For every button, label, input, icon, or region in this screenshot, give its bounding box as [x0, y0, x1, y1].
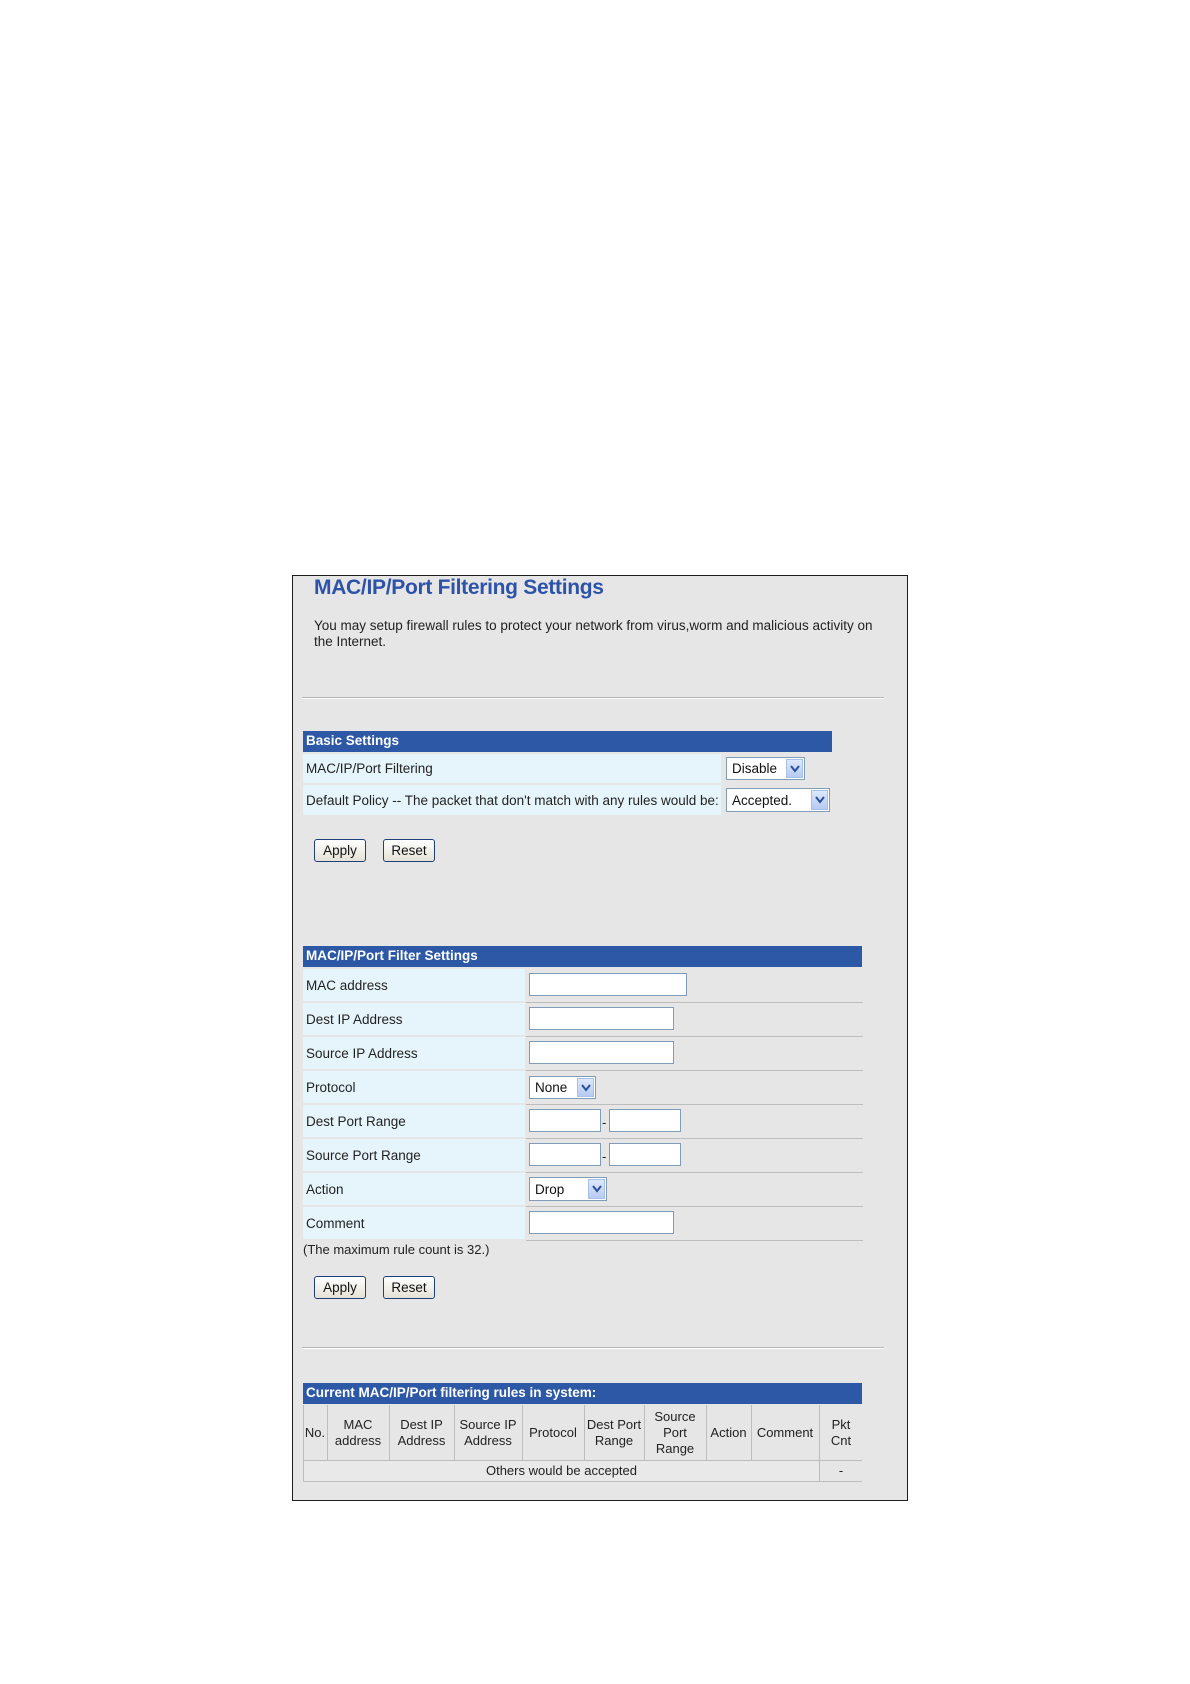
source-port-from-input[interactable]: [529, 1143, 601, 1166]
basic-apply-button[interactable]: Apply: [314, 839, 366, 862]
policy-label: Default Policy -- The packet that don't match with any rules would be:: [303, 785, 721, 815]
basic-settings-header: Basic Settings: [303, 731, 832, 752]
column-header-pkt-cnt: Pkt Cnt: [830, 1416, 852, 1448]
protocol-label: Protocol: [303, 1071, 525, 1103]
filtering-select-value: Disable: [732, 761, 778, 776]
column-header-dest-ip: Dest IP Address: [397, 1416, 446, 1448]
page-description: You may setup firewall rules to protect your network from virus,worm and malicious activity on the Internet.: [314, 618, 873, 649]
row-divider: [526, 1138, 863, 1139]
row-divider: [526, 1240, 863, 1241]
column-header-source-port: Source Port Range: [654, 1408, 696, 1456]
row-divider: [526, 1104, 863, 1105]
page-title: MAC/IP/Port Filtering Settings: [314, 576, 604, 599]
column-header-protocol: Protocol: [529, 1424, 577, 1440]
dest-port-from-input[interactable]: [529, 1109, 601, 1132]
filtering-label: MAC/IP/Port Filtering: [303, 754, 721, 783]
column-header-no: No.: [304, 1424, 326, 1440]
dest-ip-label: Dest IP Address: [303, 1003, 525, 1035]
row-divider: [526, 1002, 863, 1003]
row-divider: [526, 1206, 863, 1207]
source-ip-input[interactable]: [529, 1041, 674, 1064]
column-header-comment: Comment: [756, 1424, 814, 1440]
source-port-to-input[interactable]: [609, 1143, 681, 1166]
filter-settings-panel: [292, 575, 908, 1501]
chevron-down-icon: [588, 1179, 605, 1199]
protocol-select[interactable]: [529, 1076, 596, 1099]
chevron-down-icon: [786, 759, 803, 778]
protocol-select-value: None: [535, 1080, 568, 1095]
source-port-range-label: Source Port Range: [303, 1139, 525, 1171]
default-policy-select[interactable]: [726, 788, 830, 812]
row-divider: [526, 1172, 863, 1173]
source-ip-label: Source IP Address: [303, 1037, 525, 1069]
max-rule-note: (The maximum rule count is 32.): [303, 1242, 490, 1257]
default-rule-count: -: [838, 1463, 844, 1478]
range-separator: -: [602, 1149, 607, 1164]
comment-input[interactable]: [529, 1211, 674, 1234]
default-policy-select-value: Accepted.: [732, 792, 793, 808]
chevron-down-icon: [811, 790, 828, 810]
dest-ip-input[interactable]: [529, 1007, 674, 1030]
column-header-dest-port: Dest Port Range: [586, 1416, 642, 1448]
column-header-action: Action: [710, 1424, 747, 1440]
column-header-source-ip: Source IP Address: [459, 1416, 517, 1448]
filter-apply-button[interactable]: Apply: [314, 1276, 366, 1299]
column-header-mac: MAC address: [334, 1416, 382, 1448]
chevron-down-icon: [577, 1078, 594, 1097]
range-separator: -: [602, 1115, 607, 1130]
action-select[interactable]: [529, 1177, 607, 1201]
divider: [302, 697, 884, 699]
mac-address-input[interactable]: [529, 973, 687, 996]
divider: [302, 1347, 884, 1349]
filter-reset-button[interactable]: Reset: [383, 1276, 435, 1299]
rules-table-header: Current MAC/IP/Port filtering rules in system:: [303, 1383, 862, 1404]
default-rule-text: Others would be accepted: [304, 1461, 819, 1481]
basic-reset-button[interactable]: Reset: [383, 839, 435, 862]
dest-port-to-input[interactable]: [609, 1109, 681, 1132]
action-label: Action: [303, 1173, 525, 1205]
row-divider: [526, 1036, 863, 1037]
mac-address-label: MAC address: [303, 969, 525, 1001]
filter-settings-header: MAC/IP/Port Filter Settings: [303, 946, 862, 967]
row-divider: [526, 1070, 863, 1071]
filtering-select[interactable]: [726, 757, 805, 780]
action-select-value: Drop: [535, 1181, 565, 1197]
row-divider: [303, 1481, 862, 1482]
comment-label: Comment: [303, 1207, 525, 1239]
dest-port-range-label: Dest Port Range: [303, 1105, 525, 1137]
